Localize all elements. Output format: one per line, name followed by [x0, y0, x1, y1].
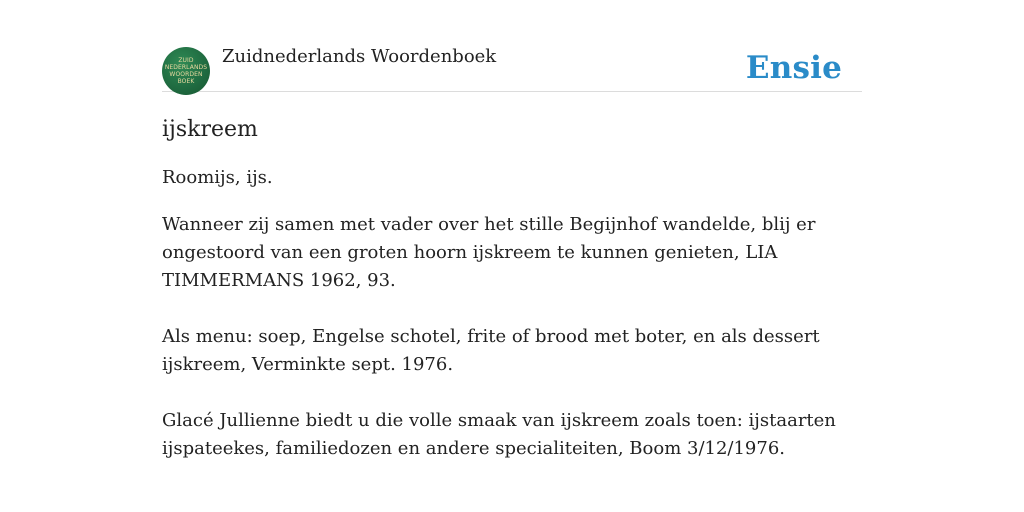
definition: Roomijs, ijs. — [162, 167, 273, 188]
dictionary-logo[interactable] — [162, 47, 210, 95]
ensie-brand-logo[interactable]: Ensie — [745, 50, 842, 86]
example-quote: Wanneer zij samen met vader over het stille Begijnhof wandelde, blij er ongestoord van een groten hoorn ijskreem te kunnen genieten, LIA TIMMERMANS 1962, 93. — [162, 214, 816, 291]
logo-line: NEDERLANDS — [164, 64, 208, 71]
entry-card — [162, 40, 862, 491]
logo-line: BOEK — [177, 78, 195, 85]
logo-line: ZUID — [178, 57, 194, 64]
example-quote: Glacé Jullienne biedt u die volle smaak van ijskreem zoals toen: ijstaarten ijspateekes, familiedozen en andere specialiteiten, Boom 3/12/1976. — [162, 410, 836, 459]
headword: ijskreem — [162, 117, 258, 142]
dictionary-name-link[interactable]: Zuidnederlands Woordenboek — [222, 46, 497, 67]
header — [162, 40, 862, 92]
example-quote: Als menu: soep, Engelse schotel, frite of brood met boter, en als dessert ijskreem, Verminkte sept. 1976. — [162, 326, 820, 375]
logo-line: WOORDEN — [169, 71, 203, 78]
examples — [162, 211, 862, 463]
